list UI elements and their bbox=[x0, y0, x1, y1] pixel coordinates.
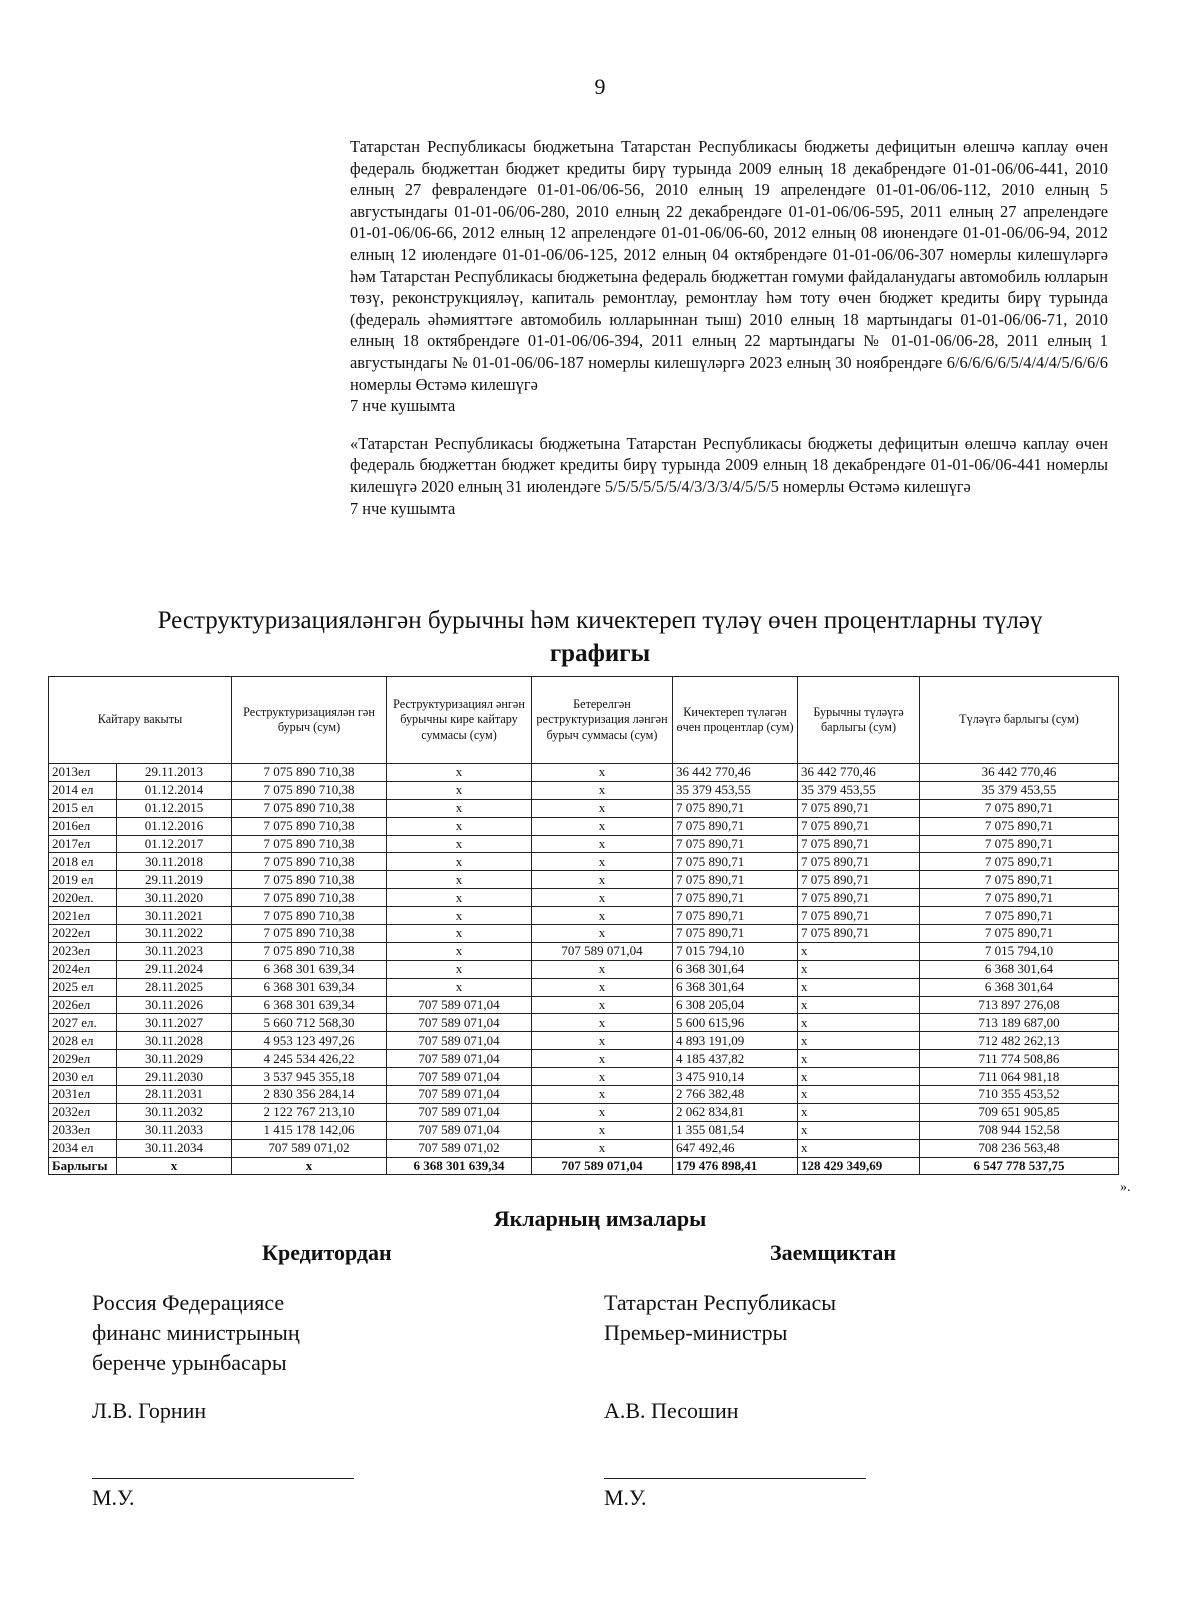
date-cell: 30.11.2027 bbox=[117, 1014, 232, 1032]
deferred-interest-cell: 7 075 890,71 bbox=[673, 853, 798, 871]
table-row bbox=[49, 925, 1119, 943]
year-cell: 2027 ел. bbox=[49, 1014, 117, 1032]
written-off-amount-cell: x bbox=[532, 1121, 673, 1139]
payment-total-cell: 7 075 890,71 bbox=[920, 853, 1119, 871]
repayment-amount-cell: 707 589 071,04 bbox=[387, 1014, 532, 1032]
year-cell: 2015 ел bbox=[49, 799, 117, 817]
debt-payment-total-cell: 7 075 890,71 bbox=[798, 853, 920, 871]
year-cell: 2023ел bbox=[49, 942, 117, 960]
deferred-interest-cell: 2 766 382,48 bbox=[673, 1086, 798, 1104]
table-row bbox=[49, 871, 1119, 889]
written-off-amount-cell: x bbox=[532, 907, 673, 925]
schedule-title bbox=[60, 604, 1140, 670]
restructured-debt-cell: 7 075 890 710,38 bbox=[232, 764, 387, 782]
date-cell: 01.12.2017 bbox=[117, 835, 232, 853]
payment-total-cell: 36 442 770,46 bbox=[920, 764, 1119, 782]
written-off-amount-cell: x bbox=[532, 817, 673, 835]
debt-payment-total-cell: x bbox=[798, 1121, 920, 1139]
deferred-interest-cell: 7 075 890,71 bbox=[673, 817, 798, 835]
payment-total-cell: 6 368 301,64 bbox=[920, 978, 1119, 996]
repayment-amount-cell: x bbox=[387, 889, 532, 907]
restructured-debt-cell: 7 075 890 710,38 bbox=[232, 907, 387, 925]
date-cell: 01.12.2016 bbox=[117, 817, 232, 835]
date-cell: 30.11.2029 bbox=[117, 1050, 232, 1068]
debt-payment-total-cell: x bbox=[798, 1014, 920, 1032]
payment-total-cell: 7 075 890,71 bbox=[920, 925, 1119, 943]
payment-total-cell: 7 075 890,71 bbox=[920, 835, 1119, 853]
date-cell: 29.11.2019 bbox=[117, 871, 232, 889]
repayment-amount-cell: x bbox=[387, 853, 532, 871]
column-header: Реструктуризациялән гән бурыч (сум) bbox=[232, 677, 387, 764]
repayment-amount-cell: x bbox=[387, 978, 532, 996]
page-number: 9 bbox=[594, 74, 606, 99]
column-header: Бетерелгән реструктуризация ләнгән бурыч суммасы (сум) bbox=[532, 677, 673, 764]
written-off-amount-cell: x bbox=[532, 1032, 673, 1050]
written-off-amount-cell: 707 589 071,04 bbox=[532, 942, 673, 960]
table-row bbox=[49, 1086, 1119, 1104]
repayment-amount-cell: 707 589 071,04 bbox=[387, 1086, 532, 1104]
date-cell: 01.12.2015 bbox=[117, 799, 232, 817]
written-off-amount-cell: x bbox=[532, 925, 673, 943]
payment-total-cell: 711 064 981,18 bbox=[920, 1068, 1119, 1086]
annex-label: 7 нче кушымта bbox=[350, 498, 456, 518]
year-cell: 2020ел. bbox=[49, 889, 117, 907]
written-off-amount-cell: x bbox=[532, 1103, 673, 1121]
year-cell: 2024ел bbox=[49, 960, 117, 978]
table-body bbox=[49, 764, 1119, 1175]
written-off-amount-cell: x bbox=[532, 1086, 673, 1104]
creditor-label: Кредитордан bbox=[262, 1240, 392, 1265]
date-cell: 30.11.2020 bbox=[117, 889, 232, 907]
table-row bbox=[49, 889, 1119, 907]
repayment-amount-cell: 707 589 071,04 bbox=[387, 1050, 532, 1068]
column-header: Кичектереп түләгән өчен процентлар (сум) bbox=[673, 677, 798, 764]
repayment-amount-cell: 707 589 071,04 bbox=[387, 1121, 532, 1139]
intro-block bbox=[350, 136, 1108, 519]
table-row bbox=[49, 996, 1119, 1014]
table-row bbox=[49, 1139, 1119, 1157]
deferred-interest-cell: 6 368 301,64 bbox=[673, 960, 798, 978]
payment-total-cell: 713 897 276,08 bbox=[920, 996, 1119, 1014]
debt-payment-total-cell: x bbox=[798, 1103, 920, 1121]
restructured-debt-cell: 4 953 123 497,26 bbox=[232, 1032, 387, 1050]
debt-payment-total-cell: 7 075 890,71 bbox=[798, 907, 920, 925]
year-cell: 2014 ел bbox=[49, 781, 117, 799]
position-line: Премьер-министры bbox=[604, 1320, 788, 1345]
payment-total-cell: 7 075 890,71 bbox=[920, 907, 1119, 925]
year-cell: 2028 ел bbox=[49, 1032, 117, 1050]
date-cell: 30.11.2033 bbox=[117, 1121, 232, 1139]
year-cell: 2026ел bbox=[49, 996, 117, 1014]
payment-total-cell: 709 651 905,85 bbox=[920, 1103, 1119, 1121]
year-cell: 2032ел bbox=[49, 1103, 117, 1121]
year-cell: 2025 ел bbox=[49, 978, 117, 996]
year-cell: 2031ел bbox=[49, 1086, 117, 1104]
borrower-signer-name: А.В. Песошин bbox=[604, 1398, 739, 1423]
date-cell: 30.11.2028 bbox=[117, 1032, 232, 1050]
debt-payment-total-cell: x bbox=[798, 1050, 920, 1068]
debt-payment-total-cell: 7 075 890,71 bbox=[798, 871, 920, 889]
year-cell: 2018 ел bbox=[49, 853, 117, 871]
payment-total-cell: 7 075 890,71 bbox=[920, 799, 1119, 817]
repayment-amount-cell: 707 589 071,04 bbox=[387, 1068, 532, 1086]
payment-total-cell: 35 379 453,55 bbox=[920, 781, 1119, 799]
written-off-amount-cell: x bbox=[532, 871, 673, 889]
restructured-debt-cell: 2 830 356 284,14 bbox=[232, 1086, 387, 1104]
repayment-amount-cell: x bbox=[387, 817, 532, 835]
repayment-amount-cell: 6 368 301 639,34 bbox=[387, 1157, 532, 1175]
debt-payment-total-cell: 7 075 890,71 bbox=[798, 817, 920, 835]
date-cell: 30.11.2022 bbox=[117, 925, 232, 943]
payment-total-cell: 713 189 687,00 bbox=[920, 1014, 1119, 1032]
schedule-title-line: графигы bbox=[549, 640, 651, 667]
date-cell: 30.11.2023 bbox=[117, 942, 232, 960]
year-cell: 2030 ел bbox=[49, 1068, 117, 1086]
repayment-amount-cell: x bbox=[387, 925, 532, 943]
creditor-signer-name: Л.В. Горнин bbox=[92, 1398, 207, 1423]
repayment-amount-cell: 707 589 071,02 bbox=[387, 1139, 532, 1157]
table-row bbox=[49, 817, 1119, 835]
intro-paragraph: Татарстан Республикасы бюджетына Татарстан Республикасы бюджеты дефицитын өлешчә каплау өчен федераль бюджеттан бюджет кредиты бирү турында 2009 елның 18 декабрендәге 01-01-06/06-441, 2010 елның 27 февралендәге 01-01-06/06-56, 2010 елның 19 апрелендәге 01-01-06/06-112, 2010 елның 5 августындагы 01-01-06/06-280, 2010 елның 22 декабрендәге 01-01-06/06-595, 2011 елның 27 апрелендәге 01-01-06/06-66, 2012 елның 12 апрелендәге 01-01-06/06-60, 2012 елның 08 июнендәге 01-01-06/06-94, 2012 елның 12 июлендәге 01-01-06/06-125, 2012 елның 04 октябрендәге 01-01-06/06-307 номерлы килешүләргә һәм Татарстан Республикасы бюджетына федераль бюджеттан гомуми файдаланудагы автомобиль юлларын төзү, реконструкцияләү, капиталь ремонтлау, ремонтлау һәм тоту өчен бюджет кредиты бирү турында (федераль әһәмияттәге автомобиль юлларыннан тыш) 2010 елның 18 мартындагы 01-01-06/06-71, 2010 елның 18 октябрендәге 01-01-06/06-394, 2011 елның 22 мартындагы № 01-01-06/06-28, 2011 елның 1 августындагы № 01-01-06/06-187 номерлы килешүләргә 2023 елның 30 ноябрендәге 6/6/6/6/6/5/4/4/4/5/6/6/6 номерлы Өстәмә килешүгә bbox=[350, 137, 1108, 394]
date-cell: 30.11.2021 bbox=[117, 907, 232, 925]
date-cell: 30.11.2026 bbox=[117, 996, 232, 1014]
restructured-debt-cell: 7 075 890 710,38 bbox=[232, 817, 387, 835]
debt-payment-total-cell: 7 075 890,71 bbox=[798, 799, 920, 817]
restructured-debt-cell: 7 075 890 710,38 bbox=[232, 889, 387, 907]
year-cell: 2033ел bbox=[49, 1121, 117, 1139]
written-off-amount-cell: x bbox=[532, 853, 673, 871]
repayment-amount-cell: x bbox=[387, 835, 532, 853]
written-off-amount-cell: x bbox=[532, 781, 673, 799]
deferred-interest-cell: 5 600 615,96 bbox=[673, 1014, 798, 1032]
table-row bbox=[49, 1014, 1119, 1032]
repayment-amount-cell: x bbox=[387, 960, 532, 978]
restructured-debt-cell: 7 075 890 710,38 bbox=[232, 925, 387, 943]
written-off-amount-cell: 707 589 071,04 bbox=[532, 1157, 673, 1175]
restructured-debt-cell: 7 075 890 710,38 bbox=[232, 799, 387, 817]
table-row bbox=[49, 764, 1119, 782]
restructured-debt-cell: 707 589 071,02 bbox=[232, 1139, 387, 1157]
table-row bbox=[49, 960, 1119, 978]
written-off-amount-cell: x bbox=[532, 1050, 673, 1068]
year-cell: 2016ел bbox=[49, 817, 117, 835]
table-row bbox=[49, 853, 1119, 871]
repayment-amount-cell: x bbox=[387, 764, 532, 782]
debt-payment-total-cell: x bbox=[798, 978, 920, 996]
date-cell: 29.11.2013 bbox=[117, 764, 232, 782]
date-cell: 01.12.2014 bbox=[117, 781, 232, 799]
closing-quote: ». bbox=[1120, 1180, 1131, 1195]
deferred-interest-cell: 7 075 890,71 bbox=[673, 907, 798, 925]
debt-payment-total-cell: x bbox=[798, 1139, 920, 1157]
table-row bbox=[49, 1032, 1119, 1050]
restructured-debt-cell: 1 415 178 142,06 bbox=[232, 1121, 387, 1139]
signatures-title: Якларның имзалары bbox=[493, 1206, 707, 1231]
position-line: беренче урынбасары bbox=[92, 1350, 287, 1375]
payment-total-cell: 7 015 794,10 bbox=[920, 942, 1119, 960]
deferred-interest-cell: 7 075 890,71 bbox=[673, 889, 798, 907]
deferred-interest-cell: 4 893 191,09 bbox=[673, 1032, 798, 1050]
position-line: Россия Федерациясе bbox=[92, 1290, 285, 1315]
year-cell: 2019 ел bbox=[49, 871, 117, 889]
creditor-seal-mark: М.У. bbox=[92, 1485, 135, 1510]
table-row bbox=[49, 1121, 1119, 1139]
table-header-row bbox=[49, 677, 1119, 764]
repayment-amount-cell: x bbox=[387, 799, 532, 817]
deferred-interest-cell: 3 475 910,14 bbox=[673, 1068, 798, 1086]
debt-payment-total-cell: 128 429 349,69 bbox=[798, 1157, 920, 1175]
date-cell: x bbox=[117, 1157, 232, 1175]
date-cell: 29.11.2024 bbox=[117, 960, 232, 978]
borrower-signature-line bbox=[604, 1478, 866, 1479]
restructured-debt-cell: 6 368 301 639,34 bbox=[232, 960, 387, 978]
payment-total-cell: 7 075 890,71 bbox=[920, 871, 1119, 889]
debt-payment-total-cell: 7 075 890,71 bbox=[798, 925, 920, 943]
repayment-amount-cell: x bbox=[387, 942, 532, 960]
debt-payment-total-cell: x bbox=[798, 996, 920, 1014]
year-cell: 2022ел bbox=[49, 925, 117, 943]
intro-paragraph: «Татарстан Республикасы бюджетына Татарстан Республикасы бюджеты дефицитын өлешчә каплау өчен федераль бюджеттан бюджет кредиты бирү турында 2009 елның 18 декабрендәге 01-01-06/06-441 номерлы килешүгә 2020 елның 31 июлендәге 5/5/5/5/5/5/4/3/3/3/4/5/5/5 номерлы Өстәмә килешүгә bbox=[350, 433, 1108, 496]
written-off-amount-cell: x bbox=[532, 996, 673, 1014]
deferred-interest-cell: 179 476 898,41 bbox=[673, 1157, 798, 1175]
payment-total-cell: 7 075 890,71 bbox=[920, 817, 1119, 835]
restructured-debt-cell: 2 122 767 213,10 bbox=[232, 1103, 387, 1121]
deferred-interest-cell: 7 075 890,71 bbox=[673, 799, 798, 817]
date-cell: 30.11.2032 bbox=[117, 1103, 232, 1121]
restructured-debt-cell: 6 368 301 639,34 bbox=[232, 996, 387, 1014]
repayment-amount-cell: x bbox=[387, 907, 532, 925]
table-row bbox=[49, 942, 1119, 960]
year-cell: 2029ел bbox=[49, 1050, 117, 1068]
debt-payment-total-cell: x bbox=[798, 1086, 920, 1104]
restructured-debt-cell: 7 075 890 710,38 bbox=[232, 781, 387, 799]
payment-total-cell: 708 236 563,48 bbox=[920, 1139, 1119, 1157]
deferred-interest-cell: 7 075 890,71 bbox=[673, 835, 798, 853]
deferred-interest-cell: 36 442 770,46 bbox=[673, 764, 798, 782]
debt-payment-total-cell: x bbox=[798, 960, 920, 978]
written-off-amount-cell: x bbox=[532, 889, 673, 907]
borrower-label: Заемщиктан bbox=[770, 1240, 897, 1265]
written-off-amount-cell: x bbox=[532, 960, 673, 978]
restructured-debt-cell: 4 245 534 426,22 bbox=[232, 1050, 387, 1068]
date-cell: 29.11.2030 bbox=[117, 1068, 232, 1086]
deferred-interest-cell: 647 492,46 bbox=[673, 1139, 798, 1157]
totals-row bbox=[49, 1157, 1119, 1175]
deferred-interest-cell: 7 015 794,10 bbox=[673, 942, 798, 960]
repayment-amount-cell: 707 589 071,04 bbox=[387, 1103, 532, 1121]
payment-total-cell: 708 944 152,58 bbox=[920, 1121, 1119, 1139]
column-header: Реструктуризациял әнгән бурычны кире кайтару суммасы (сум) bbox=[387, 677, 532, 764]
restructured-debt-cell: 7 075 890 710,38 bbox=[232, 853, 387, 871]
payment-total-cell: 711 774 508,86 bbox=[920, 1050, 1119, 1068]
year-cell: 2013ел bbox=[49, 764, 117, 782]
written-off-amount-cell: x bbox=[532, 799, 673, 817]
repayment-amount-cell: 707 589 071,04 bbox=[387, 996, 532, 1014]
deferred-interest-cell: 2 062 834,81 bbox=[673, 1103, 798, 1121]
table-row bbox=[49, 799, 1119, 817]
written-off-amount-cell: x bbox=[532, 1014, 673, 1032]
restructured-debt-cell: 7 075 890 710,38 bbox=[232, 942, 387, 960]
borrower-position bbox=[604, 1288, 836, 1348]
payment-total-cell: 710 355 453,52 bbox=[920, 1086, 1119, 1104]
schedule-title-line: Реструктуризацияләнгән бурычны һәм кичектереп түләү өчен процентларны түләү bbox=[157, 607, 1043, 634]
date-cell: 28.11.2025 bbox=[117, 978, 232, 996]
table-row bbox=[49, 1050, 1119, 1068]
date-cell: 30.11.2034 bbox=[117, 1139, 232, 1157]
year-cell: 2017ел bbox=[49, 835, 117, 853]
debt-payment-total-cell: 7 075 890,71 bbox=[798, 835, 920, 853]
borrower-seal-mark: М.У. bbox=[604, 1485, 647, 1510]
deferred-interest-cell: 6 368 301,64 bbox=[673, 978, 798, 996]
repayment-amount-cell: x bbox=[387, 781, 532, 799]
column-header: Кайтару вакыты bbox=[49, 677, 232, 764]
column-header: Түләүгә барлыгы (сум) bbox=[920, 677, 1119, 764]
written-off-amount-cell: x bbox=[532, 978, 673, 996]
position-line: Татарстан Республикасы bbox=[604, 1290, 836, 1315]
payment-total-cell: 7 075 890,71 bbox=[920, 889, 1119, 907]
date-cell: 30.11.2018 bbox=[117, 853, 232, 871]
repayment-schedule-table bbox=[48, 676, 1119, 1175]
table-row bbox=[49, 1068, 1119, 1086]
creditor-position bbox=[92, 1288, 300, 1378]
payment-total-cell: 712 482 262,13 bbox=[920, 1032, 1119, 1050]
deferred-interest-cell: 7 075 890,71 bbox=[673, 871, 798, 889]
written-off-amount-cell: x bbox=[532, 764, 673, 782]
table-row bbox=[49, 978, 1119, 996]
payment-total-cell: 6 368 301,64 bbox=[920, 960, 1119, 978]
restructured-debt-cell: 7 075 890 710,38 bbox=[232, 835, 387, 853]
creditor-signature-line bbox=[92, 1478, 354, 1479]
written-off-amount-cell: x bbox=[532, 835, 673, 853]
deferred-interest-cell: 4 185 437,82 bbox=[673, 1050, 798, 1068]
written-off-amount-cell: x bbox=[532, 1139, 673, 1157]
table-row bbox=[49, 1103, 1119, 1121]
restructured-debt-cell: 7 075 890 710,38 bbox=[232, 871, 387, 889]
deferred-interest-cell: 6 308 205,04 bbox=[673, 996, 798, 1014]
debt-payment-total-cell: x bbox=[798, 1032, 920, 1050]
deferred-interest-cell: 35 379 453,55 bbox=[673, 781, 798, 799]
debt-payment-total-cell: 35 379 453,55 bbox=[798, 781, 920, 799]
repayment-amount-cell: x bbox=[387, 871, 532, 889]
payment-total-cell: 6 547 778 537,75 bbox=[920, 1157, 1119, 1175]
deferred-interest-cell: 1 355 081,54 bbox=[673, 1121, 798, 1139]
restructured-debt-cell: 5 660 712 568,30 bbox=[232, 1014, 387, 1032]
annex-label: 7 нче кушымта bbox=[350, 396, 456, 416]
deferred-interest-cell: 7 075 890,71 bbox=[673, 925, 798, 943]
restructured-debt-cell: x bbox=[232, 1157, 387, 1175]
date-cell: 28.11.2031 bbox=[117, 1086, 232, 1104]
debt-payment-total-cell: 36 442 770,46 bbox=[798, 764, 920, 782]
column-header: Бурычны түләүгә барлыгы (сум) bbox=[798, 677, 920, 764]
debt-payment-total-cell: 7 075 890,71 bbox=[798, 889, 920, 907]
debt-payment-total-cell: x bbox=[798, 942, 920, 960]
restructured-debt-cell: 6 368 301 639,34 bbox=[232, 978, 387, 996]
table-row bbox=[49, 907, 1119, 925]
restructured-debt-cell: 3 537 945 355,18 bbox=[232, 1068, 387, 1086]
table-row bbox=[49, 835, 1119, 853]
year-cell: 2034 ел bbox=[49, 1139, 117, 1157]
written-off-amount-cell: x bbox=[532, 1068, 673, 1086]
position-line: финанс министрының bbox=[92, 1320, 300, 1345]
debt-payment-total-cell: x bbox=[798, 1068, 920, 1086]
year-cell: 2021ел bbox=[49, 907, 117, 925]
year-cell: Барлыгы bbox=[49, 1157, 117, 1175]
table-row bbox=[49, 781, 1119, 799]
repayment-amount-cell: 707 589 071,04 bbox=[387, 1032, 532, 1050]
